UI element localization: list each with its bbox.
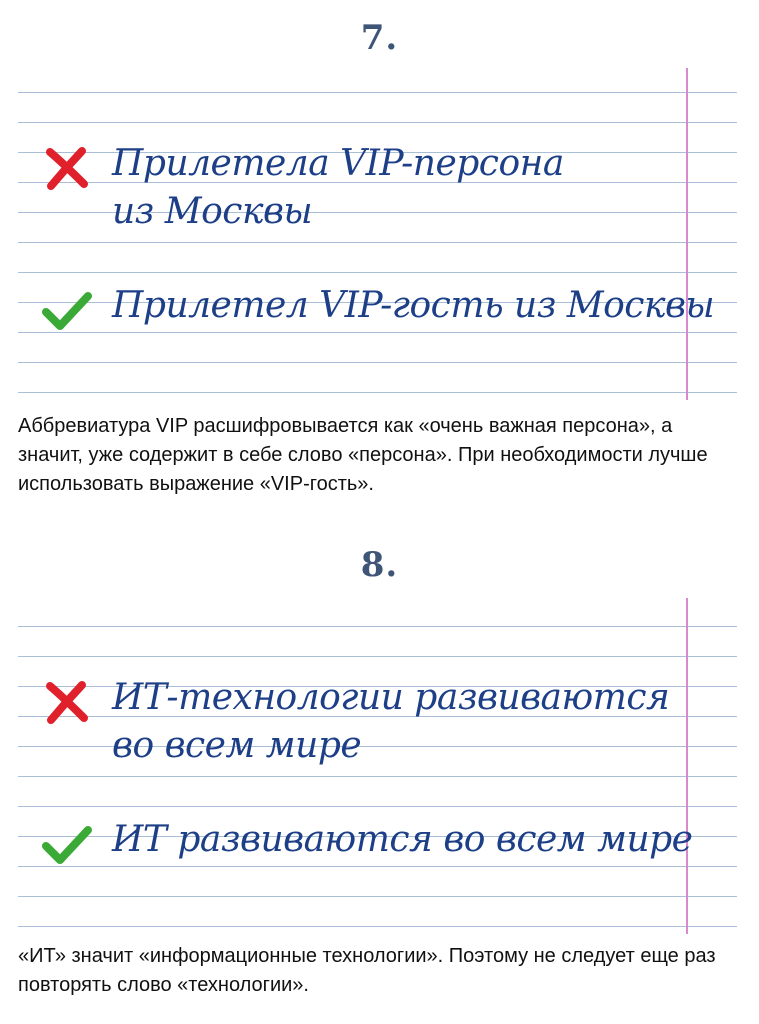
checkmark-icon bbox=[40, 284, 94, 338]
ruled-line bbox=[18, 926, 737, 927]
wrong-example-7 bbox=[40, 140, 564, 236]
notebook-paper-7 bbox=[0, 64, 759, 404]
wrong-phrase-7: Прилетела VIP-персона из Москвы bbox=[112, 143, 564, 232]
ruled-line bbox=[18, 776, 737, 777]
margin-line bbox=[686, 598, 688, 934]
cross-icon bbox=[40, 142, 94, 196]
right-example-8 bbox=[40, 816, 692, 872]
ruled-line bbox=[18, 392, 737, 393]
explanation-8: «ИТ» значит «информационные технологии». Поэтому не следует еще раз повторять слово «технологии». bbox=[18, 945, 716, 996]
section-7-number: 7. bbox=[360, 18, 399, 58]
section-8-number: 8. bbox=[360, 545, 399, 585]
ruled-line bbox=[18, 806, 737, 807]
ruled-line bbox=[18, 242, 737, 243]
checkmark-icon bbox=[40, 818, 94, 872]
explanation-7: Аббревиатура VIP расшифровывается как «очень важная персона», а значит, уже содержит в себе слово «персона». При необходимости лучше использовать выражение «VIP-гость». bbox=[18, 415, 708, 495]
ruled-line bbox=[18, 896, 737, 897]
cross-icon bbox=[40, 676, 94, 730]
ruled-line bbox=[18, 626, 737, 627]
right-example-7 bbox=[40, 282, 714, 338]
wrong-phrase-8: ИТ-технологии развиваются во всем мире bbox=[112, 677, 670, 766]
margin-line bbox=[686, 68, 688, 400]
notebook-paper-8 bbox=[0, 598, 759, 938]
ruled-line bbox=[18, 656, 737, 657]
ruled-line bbox=[18, 122, 737, 123]
wrong-example-8 bbox=[40, 674, 669, 770]
ruled-line bbox=[18, 362, 737, 363]
right-phrase-7: Прилетел VIP-гость из Москвы bbox=[112, 285, 715, 326]
ruled-line bbox=[18, 272, 737, 273]
ruled-line bbox=[18, 92, 737, 93]
right-phrase-8: ИТ развиваются во всем мире bbox=[112, 819, 693, 860]
